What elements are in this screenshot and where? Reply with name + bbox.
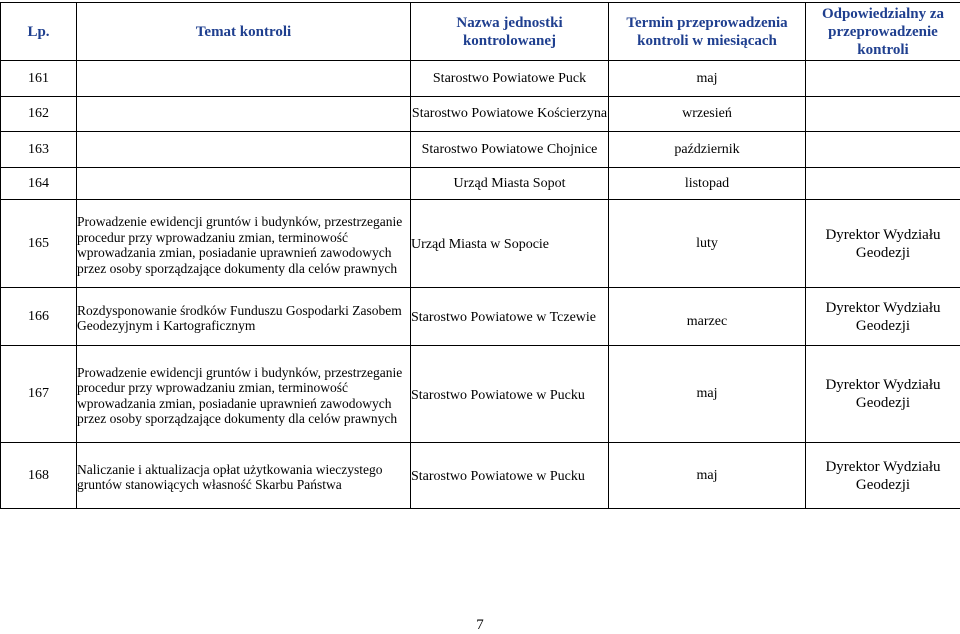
table-row [1,97,960,132]
row-unit [411,346,609,443]
row-term: wrzesień [609,97,806,132]
row-responsible [806,200,960,288]
table-row [1,443,960,509]
row-unit [411,443,609,509]
row-responsible [806,168,960,200]
row-lp: 163 [1,132,77,168]
row-subject [77,346,411,443]
row-responsible [806,346,960,443]
row-unit-text: Urząd Miasta w Sopocie [411,237,608,253]
table-row [1,288,960,346]
row-term: październik [609,132,806,168]
row-lp: 167 [1,346,77,443]
row-responsible [806,61,960,97]
header-responsible: Odpowiedzialny za przeprowadzenie kontroli [806,3,960,61]
row-lp: 165 [1,200,77,288]
header-lp: Lp. [1,3,77,61]
row-responsible [806,443,960,509]
row-term: listopad [609,168,806,200]
row-unit [411,288,609,346]
row-responsible [806,97,960,132]
row-responsible-text: Dyrektor Wydziału Geodezji [806,376,960,412]
header-subject: Temat kontroli [77,3,411,61]
table-row [1,346,960,443]
table-row [1,200,960,288]
row-unit: Starostwo Powiatowe Kościerzyna [411,97,609,132]
row-subject-text: Prowadzenie ewidencji gruntów i budynków, przestrzeganie procedur przy wprowadzaniu zmian, terminowość wprowadzania zmian, posiadanie uprawnień zawodowych przez osoby sporządzające dokumenty dla celów prawnych [77,214,410,276]
row-subject [77,200,411,288]
row-term: luty [609,200,806,288]
row-unit: Starostwo Powiatowe Puck [411,61,609,97]
row-lp: 161 [1,61,77,97]
row-responsible [806,132,960,168]
row-responsible-text: Dyrektor Wydziału Geodezji [806,299,960,335]
row-subject [77,132,411,168]
row-responsible-text: Dyrektor Wydziału Geodezji [806,226,960,262]
row-subject-text: Prowadzenie ewidencji gruntów i budynków, przestrzeganie procedur przy wprowadzaniu zmian, terminowość wprowadzania zmian, posiadanie uprawnień zawodowych przez osoby sporządzające dokumenty dla celów prawnych [77,365,410,427]
row-term: maj [609,346,806,443]
row-subject [77,97,411,132]
row-subject-text: Rozdysponowanie środków Funduszu Gospodarki Zasobem Geodezyjnym i Kartograficznym [77,303,410,334]
row-lp: 168 [1,443,77,509]
row-subject [77,288,411,346]
table-row [1,132,960,168]
row-term: marzec [609,288,806,346]
row-lp: 162 [1,97,77,132]
row-term: maj [609,443,806,509]
row-subject-text: Naliczanie i aktualizacja opłat użytkowania wieczystego gruntów stanowiących własność Skarbu Państwa [77,462,410,493]
row-unit: Starostwo Powiatowe Chojnice [411,132,609,168]
row-lp: 166 [1,288,77,346]
row-subject [77,443,411,509]
row-unit [411,200,609,288]
page-number: 7 [0,617,960,634]
row-subject [77,168,411,200]
control-schedule-table [0,2,960,509]
row-unit-text: Starostwo Powiatowe w Pucku [411,469,608,485]
header-unit: Nazwa jednostki kontrolowanej [411,3,609,61]
header-term: Termin przeprowadzenia kontroli w miesiącach [609,3,806,61]
row-subject [77,61,411,97]
row-responsible [806,288,960,346]
row-responsible-text: Dyrektor Wydziału Geodezji [806,458,960,494]
row-unit-text: Starostwo Powiatowe w Pucku [411,388,608,404]
row-unit-text: Starostwo Powiatowe w Tczewie [411,310,608,326]
header-row [1,3,960,61]
table-row [1,61,960,97]
row-unit: Urząd Miasta Sopot [411,168,609,200]
row-term: maj [609,61,806,97]
table-row [1,168,960,200]
row-lp: 164 [1,168,77,200]
